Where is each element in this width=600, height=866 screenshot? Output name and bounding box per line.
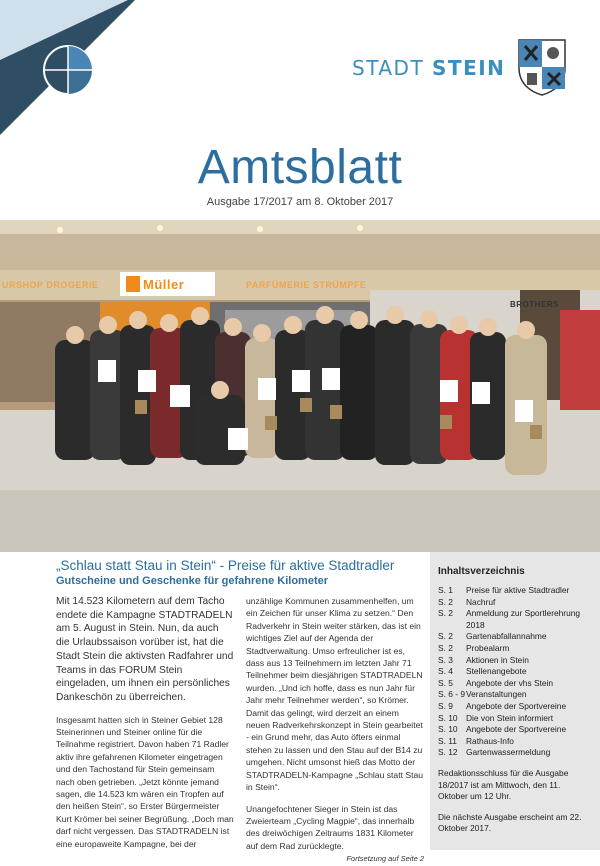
corner-graphic — [0, 0, 140, 140]
continued-note: Fortsetzung auf Seite 2 — [346, 854, 424, 864]
toc-entry[interactable]: S. 2 Nachruf — [438, 596, 496, 607]
toc-entry[interactable]: S. 2 Probealarm — [438, 642, 510, 653]
toc-entry[interactable]: S. 12 Gartenwassermeldung — [438, 747, 551, 758]
editorial-deadline: Redaktionsschluss für die Ausgabe 18/2017 ist am Mittwoch, den 11. Oktober um 12 Uhr. — [438, 767, 569, 802]
toc-entry[interactable]: S. 5 Angebote der vhs Stein — [438, 677, 554, 688]
article-subhead: Gutscheine und Geschenke für gefahrene Kilometer — [56, 575, 329, 587]
city-crest-icon — [517, 38, 567, 96]
toc-entry[interactable]: S. 1 Preise für aktive Stadtradler — [438, 585, 570, 595]
page-title: Amtsblatt — [197, 141, 403, 194]
group-photo — [0, 220, 600, 552]
issue-info: Ausgabe 17/2017 am 8. Oktober 2017 — [206, 196, 394, 208]
main-article — [56, 558, 426, 866]
toc-sidebar — [430, 552, 600, 850]
toc-entry[interactable]: S. 2 Gartenabfallannahme — [438, 631, 547, 642]
toc-entry[interactable]: S. 11 Rathaus-Info — [438, 735, 514, 746]
toc-entry[interactable]: S. 4 Stellenangebote — [438, 666, 527, 677]
store-sign-left: URSHOP DROGERIE — [2, 280, 99, 290]
article-column-2 — [246, 595, 424, 866]
toc-entry[interactable]: S. 10 Angebote der Sportvereine — [438, 724, 567, 735]
article-column-1 — [56, 595, 234, 866]
toc-entry[interactable]: S. 9 Angebote der Sportvereine — [438, 700, 567, 711]
article-paragraph: unzählige Kommunen zusammenhelfen, um ein Zeichen für unser Klima zu setzen.“ Den Radverkehr in Stein weiter stärken, das ist ein wichtiges Ziel auf der Agenda der Stadtverwaltung. Umso erfreulicher ist es, dass aus 13 Teilnehmern im letzten Jahr 71 Teilnehmer beim diesjährigen STADTRADELN wurden. „Und ich hoffe, dass es nun Jahr für Jahr mehr Teilnehmer werden“, so Krömer. Damit das gelingt, wird derzeit an einem neuen Radverkehrskonzept in Stein gearbeitet - ein Grund mehr, das Auto öfters einmal stehen zu lassen und den Stau auf der B14 zu umgehen. Nicht umsonst hieß das Motto der STADTRADELN-Kampagne „Schlau statt Stau in Stein“. — [246, 596, 424, 793]
article-paragraph: Mit 14.523 Kilometern auf dem Tacho endete die Kampagne STADTRADELN am 5. August in Stein. Nun, da auch die Urlaubssaison vorüber ist, hat die Stadt Stein die aktivsten Radfahrer und Teams in das FORUM Stein eingeladen, um ihnen ein persönliches Dankeschön zu überreichen. — [56, 596, 234, 703]
article-paragraph: Unangefochtener Sieger in Stein ist das Zweierteam „Cycling Magpie“, das innerhalb des dreiwöchigen Zeitraums 1831 Kilometer auf dem Rad zurücklegte. — [246, 803, 415, 851]
store-sign-right: PARFÜMERIE STRÜMPFE — [246, 280, 367, 290]
store-sign-mueller: Müller — [143, 277, 185, 292]
toc-entry[interactable]: S. 6 - 9 Veranstaltungen — [438, 689, 527, 700]
article-headline: „Schlau statt Stau in Stein“ - Preise für aktive Stadtradler — [56, 558, 395, 573]
city-brand: STADT STEIN — [352, 56, 506, 80]
toc-entry[interactable]: S. 2 Anmeldung zur Sportlerehrung 2018 — [438, 608, 581, 630]
toc-title: Inhaltsverzeichnis — [438, 566, 525, 577]
toc-entry[interactable]: S. 10 Die von Stein informiert — [438, 712, 554, 723]
next-issue: Die nächste Ausgabe erscheint am 22. Oktober 2017. — [438, 811, 582, 834]
article-paragraph: Insgesamt hatten sich in Steiner Gebiet 128 Steinerinnen und Steiner online für die Teilnahme registriert. Davon haben 71 Radler aktiv ihre gefahrenen Kilometer eingetragen und den Tachostand für Stein gemeinsam nach oben getrieben. „Jetzt könnte jemand sagen, die 14.523 km wären ein Tropfen auf den heißen Stein“, so Erster Bürgermeister Kurt Krömer bei seiner Begrüßung. „Doch man darf nicht vergessen. Das STADTRADELN ist eine europaweite Kampagne, bei der — [56, 714, 234, 849]
toc-entry[interactable]: S. 3 Aktionen in Stein — [438, 654, 529, 665]
store-sign-brothers: BROTHERS — [510, 300, 559, 309]
toc-list — [438, 585, 592, 759]
